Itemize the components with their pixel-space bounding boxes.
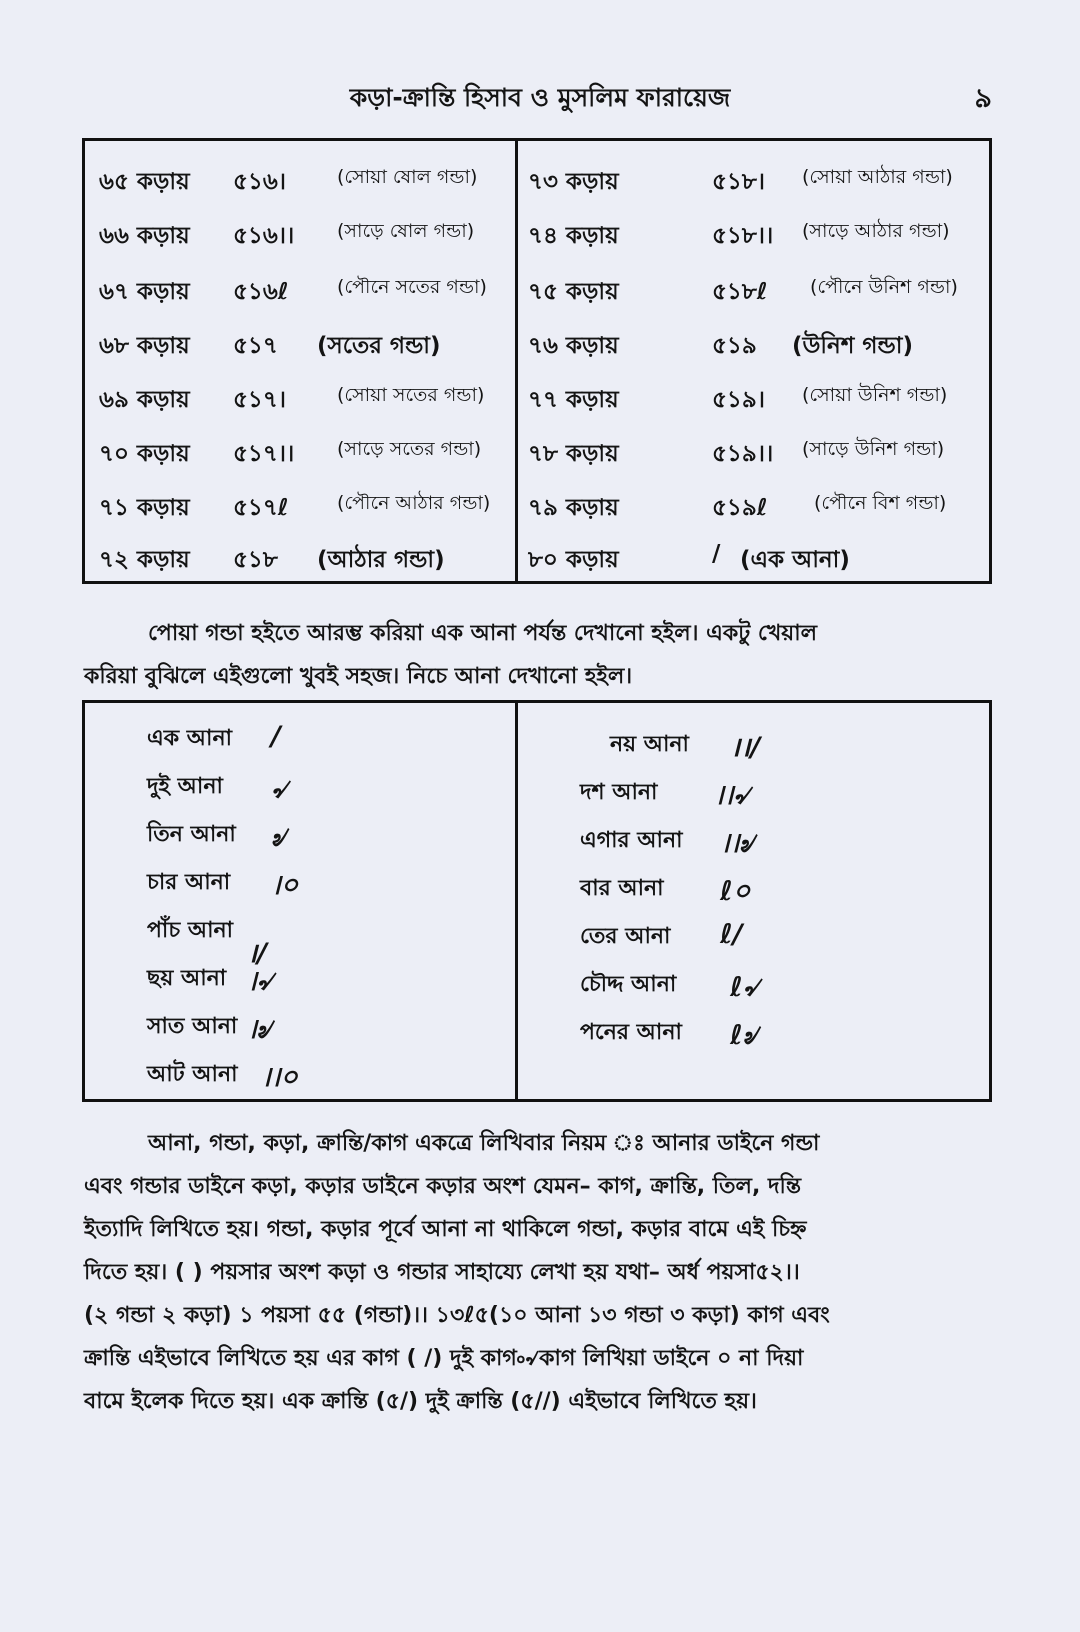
- cell-text: (এক আনা): [740, 547, 850, 573]
- cell-text: দশ আনা: [580, 780, 658, 805]
- cell-text: (সোয়া সতের গন্ডা): [337, 384, 485, 406]
- cell-text: ৫১৯।।: [712, 441, 774, 467]
- table-row: [85, 475, 515, 531]
- cell-text: ৫১৭।: [233, 387, 287, 413]
- cell-text: তিন আনা: [147, 822, 236, 847]
- cell-text: (পৌনে আঠার গন্ডা): [337, 492, 491, 514]
- cell-text: (সোয়া উনিশ গন্ডা): [802, 384, 948, 406]
- table-row: [85, 313, 515, 369]
- table-row: [518, 861, 988, 909]
- cell-text: আট আনা: [147, 1062, 238, 1087]
- cell-text: (সাড়ে উনিশ গন্ডা): [802, 438, 945, 460]
- table-row: [518, 367, 988, 423]
- table-row: [518, 149, 988, 205]
- cell-text: (পৌনে বিশ গন্ডা): [814, 492, 947, 514]
- table-row: [518, 765, 988, 813]
- cell-text: পনের আনা: [580, 1020, 682, 1045]
- table-row: [85, 149, 515, 205]
- cell-text: ৭৬ কড়ায়: [528, 333, 619, 359]
- paragraph-line: বামে ইলেক দিতে হয়। এক ক্রান্তি (৫/) দুই ক্রান্তি (৫//) এইভাবে লিখিতে হয়।: [84, 1389, 757, 1414]
- paragraph-line: ক্রান্তি এইভাবে লিখিতে হয় এর কাগ ( /) দুই কাগ৹৵কাগ লিখিয়া ডাইনে ০ না দিয়া: [84, 1346, 804, 1371]
- cell-text: নয় আনা: [610, 732, 689, 757]
- cell-text: ℓ০: [720, 876, 751, 907]
- table-row: [85, 711, 515, 759]
- cell-text: ৫১৬ℓ: [233, 279, 289, 305]
- cell-text: ৫১৮ℓ: [712, 279, 768, 305]
- cell-text: (পৌনে উনিশ গন্ডা): [810, 276, 958, 298]
- table-row: [85, 807, 515, 855]
- cell-text: (সোয়া ষোল গন্ডা): [337, 166, 478, 188]
- cell-text: ৭১ কড়ায়: [99, 495, 190, 521]
- table-row: [518, 203, 988, 259]
- table-row: [518, 909, 988, 957]
- cell-text: ৫১৭।।: [233, 441, 295, 467]
- cell-text: ৵: [271, 774, 288, 805]
- cell-text: (সাড়ে আঠার গন্ডা): [802, 220, 950, 242]
- cell-text: ৬৯ কড়ায়: [99, 387, 190, 413]
- cell-text: ৫১৯।: [712, 387, 765, 413]
- paragraph-line: এবং গন্ডার ডাইনে কড়া, কড়ার ডাইনে কড়ার অংশ যেমন– কাগ, ক্রান্তি, তিল, দন্তি: [84, 1174, 801, 1199]
- cell-text: /: [271, 721, 281, 752]
- table-row: [85, 421, 515, 477]
- table-left-column: [85, 141, 515, 581]
- cell-text: ।।৵: [714, 780, 751, 811]
- cell-text: ৭৫ কড়ায়: [528, 279, 619, 305]
- paragraph-line: করিয়া বুঝিলে এইগুলো খুবই সহজ। নিচে আনা দেখানো হইল।: [84, 664, 633, 689]
- paragraph-line: দিতে হয়। ( ) পয়সার অংশ কড়া ও গন্ডার সাহায্যে লেখা হয় যথা– অর্ধ পয়সা৫২।।: [84, 1260, 800, 1285]
- cell-text: ৭৯ কড়ায়: [528, 495, 619, 521]
- cell-text: (সোয়া আঠার গন্ডা): [802, 166, 953, 188]
- cell-text: ৭২ কড়ায়: [99, 547, 190, 573]
- cell-text: সাত আনা: [147, 1014, 238, 1039]
- intro-paragraph: [84, 612, 1000, 698]
- table-row: [518, 1005, 988, 1053]
- cell-text: (সাড়ে সতের গন্ডা): [337, 438, 482, 460]
- paragraph-line: আনা, গন্ডা, কড়া, ক্রান্তি/কাগ একত্রে লিখিবার নিয়ম ঃ আনার ডাইনে গন্ডা: [148, 1131, 820, 1156]
- cell-text: ৫১৭: [233, 333, 278, 359]
- table-row: [85, 527, 515, 583]
- paragraph-line: পোয়া গন্ডা হইতে আরম্ভ করিয়া এক আনা পর্যন্ত দেখানো হইল। একটু খেয়াল: [148, 621, 818, 646]
- cell-text: ৬৮ কড়ায়: [99, 333, 190, 359]
- table-row: [85, 903, 515, 969]
- table-row: [518, 957, 988, 1005]
- table-left-column: [85, 703, 515, 1099]
- table-row: [85, 1047, 515, 1095]
- cell-text: ।।০: [261, 1062, 298, 1093]
- cell-text: তের আনা: [580, 924, 671, 949]
- cell-text: ৭০ কড়ায়: [99, 441, 190, 467]
- page-header: [80, 78, 1000, 122]
- cell-text: ছয় আনা: [147, 966, 227, 991]
- running-title: কড়া-ক্রান্তি হিসাব ও মুসলিম ফারায়েজ: [349, 83, 731, 112]
- cell-text: ।৶: [247, 1014, 271, 1045]
- cell-text: ।।/: [730, 732, 761, 763]
- cell-text: ৫১৯ℓ: [712, 495, 768, 521]
- cell-text: (আঠার গন্ডা): [317, 547, 445, 573]
- cell-text: ℓ/: [720, 919, 743, 950]
- cell-text: ।৵: [247, 966, 274, 997]
- cell-text: বার আনা: [580, 876, 664, 901]
- cell-text: ৫১৮।।: [712, 223, 774, 249]
- table-row: [85, 855, 515, 903]
- cell-text: (সাড়ে ষোল গন্ডা): [337, 220, 475, 242]
- table-row: [518, 813, 988, 861]
- table-right-column: [518, 141, 988, 581]
- paragraph-line: (২ গন্ডা ২ কড়া) ১ পয়সা ৫৫ (গন্ডা)।। ১৩ℓ৫(১০ আনা ১৩ গন্ডা ৩ কড়া) কাগ এবং: [84, 1303, 830, 1328]
- cell-text: ৬৫ কড়ায়: [99, 169, 190, 195]
- cell-text: ৫১৭ℓ: [233, 495, 289, 521]
- cell-text: ৫১৬।: [233, 169, 287, 195]
- cell-text: /: [712, 541, 721, 567]
- cell-text: দুই আনা: [147, 774, 223, 799]
- ana-symbols-table: [82, 700, 992, 1102]
- cell-text: এক আনা: [147, 726, 232, 751]
- table-row: [518, 717, 988, 765]
- cell-text: ।।৶: [720, 828, 754, 859]
- table-row: [85, 951, 515, 999]
- paragraph-line: ইত্যাদি লিখিতে হয়। গন্ডা, কড়ার পূর্বে আনা না থাকিলে গন্ডা, কড়ার বামে এই চিহ্ন: [84, 1217, 807, 1242]
- table-row: [518, 475, 988, 531]
- cell-text: ৭৭ কড়ায়: [528, 387, 619, 413]
- cell-text: ℓ৶: [730, 1020, 757, 1051]
- table-row: [85, 203, 515, 259]
- page-number: ৯: [974, 83, 992, 114]
- table-row: [85, 367, 515, 423]
- cell-text: ℓ৵: [730, 972, 760, 1003]
- table-row: [518, 259, 988, 315]
- cell-text: ৭৮ কড়ায়: [528, 441, 619, 467]
- cell-text: চৌদ্দ আনা: [580, 972, 677, 997]
- cell-text: চার আনা: [147, 870, 231, 895]
- cell-text: ৭৪ কড়ায়: [528, 223, 619, 249]
- cell-text: ৮০ কড়ায়: [528, 547, 619, 573]
- table-right-column: [518, 703, 988, 1099]
- cell-text: ।/: [247, 938, 268, 969]
- table-row: [85, 999, 515, 1047]
- table-row: [518, 313, 988, 369]
- table-row: [518, 527, 988, 583]
- cell-text: ৫১৮।: [712, 169, 765, 195]
- table-row: [85, 259, 515, 315]
- table-row: [518, 421, 988, 477]
- writing-rules-paragraph: [84, 1122, 1000, 1423]
- cell-text: ৫১৬।।: [233, 223, 295, 249]
- cell-text: (সতের গন্ডা): [317, 333, 441, 359]
- cell-text: ৭৩ কড়ায়: [528, 169, 619, 195]
- gonda-conversion-table: [82, 138, 992, 584]
- cell-text: ৬৭ কড়ায়: [99, 279, 190, 305]
- cell-text: ৬৬ কড়ায়: [99, 223, 190, 249]
- cell-text: ৫১৮: [233, 547, 278, 573]
- cell-text: ।০: [271, 870, 299, 901]
- cell-text: এগার আনা: [580, 828, 683, 853]
- cell-text: পাঁচ আনা: [147, 918, 234, 943]
- table-row: [85, 759, 515, 807]
- cell-text: (পৌনে সতের গন্ডা): [337, 276, 487, 298]
- cell-text: ৶: [271, 822, 286, 853]
- cell-text: (উনিশ গন্ডা): [792, 333, 913, 359]
- cell-text: ৫১৯: [712, 333, 757, 359]
